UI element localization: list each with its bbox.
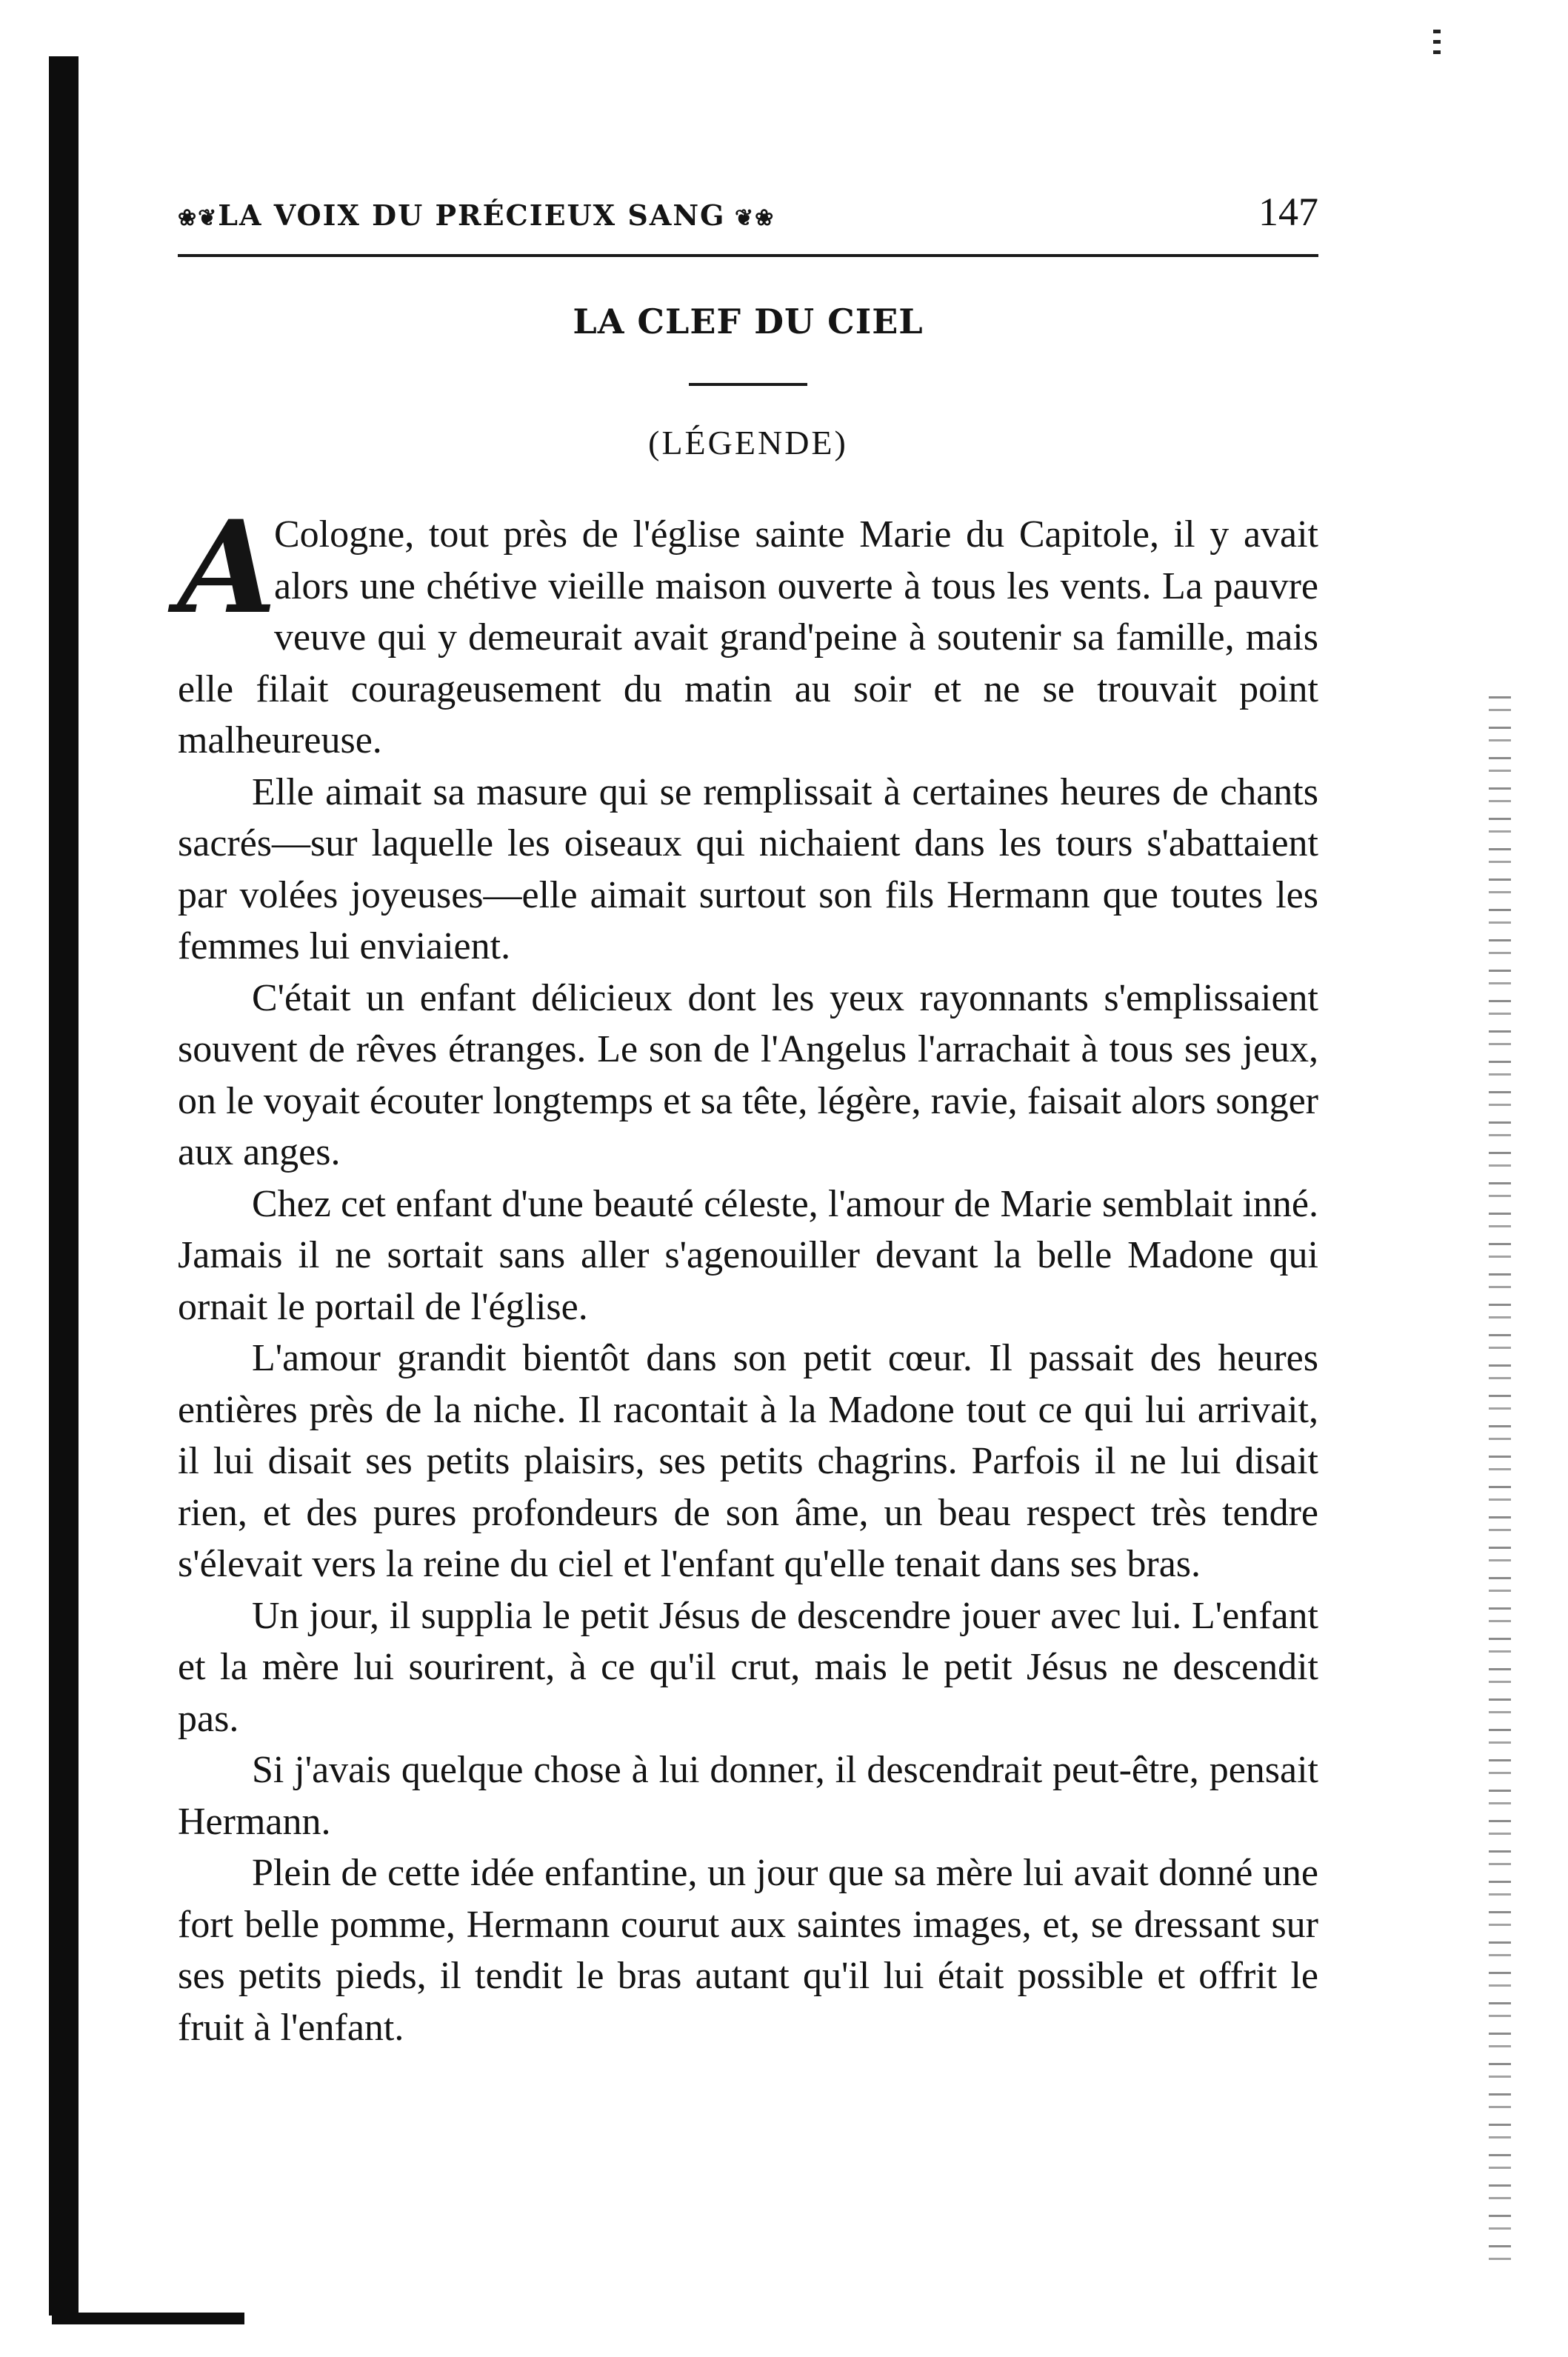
header-rule — [178, 254, 1318, 257]
paragraph: Un jour, il supplia le petit Jésus de descendre jouer avec lui. L'enfant et la mère lui sourirent, à ce qu'il crut, mais le petit Jésus ne descendit pas. — [178, 1594, 1318, 1740]
running-header — [178, 189, 1318, 248]
title-rule — [689, 383, 807, 386]
page-edge-shadow — [49, 56, 79, 2316]
paragraph-text: Cologne, tout près de l'église sainte Marie du Capitole, il y avait alors une chétive vieille maison ouverte à tous les vents. La pauvre veuve qui y demeurait avait grand'peine à soutenir sa famille, mais elle filait courageusement du matin au soir et ne se trouvait point malheureuse. — [178, 513, 1318, 761]
paragraph: Si j'avais quelque chose à lui donner, il descendrait peut-être, pensait Hermann. — [178, 1749, 1318, 1843]
scan-corner-specks — [1433, 30, 1441, 59]
paragraph: Chez cet enfant d'une beauté céleste, l'amour de Marie semblait inné. Jamais il ne sortait sans aller s'agenouiller devant la belle Madone qui ornait le portail de l'église. — [178, 1182, 1318, 1328]
page-number: 147 — [1258, 190, 1318, 234]
paragraph — [178, 492, 1318, 767]
chapter-subtitle: (LÉGENDE) — [648, 424, 848, 461]
chapter-title: LA CLEF DU CIEL — [573, 301, 924, 341]
scan-gutter-specks — [1489, 696, 1511, 2267]
page-edge-shadow-foot — [52, 2313, 244, 2324]
drop-cap: A — [178, 492, 277, 642]
paragraph: Plein de cette idée enfantine, un jour que sa mère lui avait donné une fort belle pomme, Hermann courut aux saintes images, et, se dressant sur ses petits pieds, il tendit le bras autant qu'il lui était possible et offrit le fruit à l'enfant. — [178, 1852, 1318, 2049]
paragraph: Elle aimait sa masure qui se remplissait à certaines heures de chants sacrés—sur laquelle les oiseaux qui nichaient dans les tours s'abattaient par volées joyeuses—elle aimait surtout son fils Hermann que toutes les femmes lui enviaient. — [178, 770, 1318, 967]
book-page — [178, 189, 1318, 2053]
paragraph: L'amour grandit bientôt dans son petit cœur. Il passait des heures entières près de la niche. Il racontait à la Madone tout ce qui lui arrivait, il lui disait ses petits plaisirs, ses petits chagrins. Parfois il ne lui disait rien, et des pures profondeurs de son âme, un beau respect très tendre s'élevait vers la reine du ciel et l'enfant qu'elle tenait dans ses bras. — [178, 1337, 1318, 1585]
body-text — [178, 492, 1318, 2053]
paragraph: C'était un enfant délicieux dont les yeux rayonnants s'emplissaient souvent de rêves étranges. Le son de l'Angelus l'arrachait à tous ses jeux, on le voyait écouter longtemps et sa tête, légère, ravie, faisait alors songer aux anges. — [178, 976, 1318, 1173]
running-title: ❀❦ LA VOIX DU PRÉCIEUX SANG ❦❀ — [178, 199, 775, 232]
